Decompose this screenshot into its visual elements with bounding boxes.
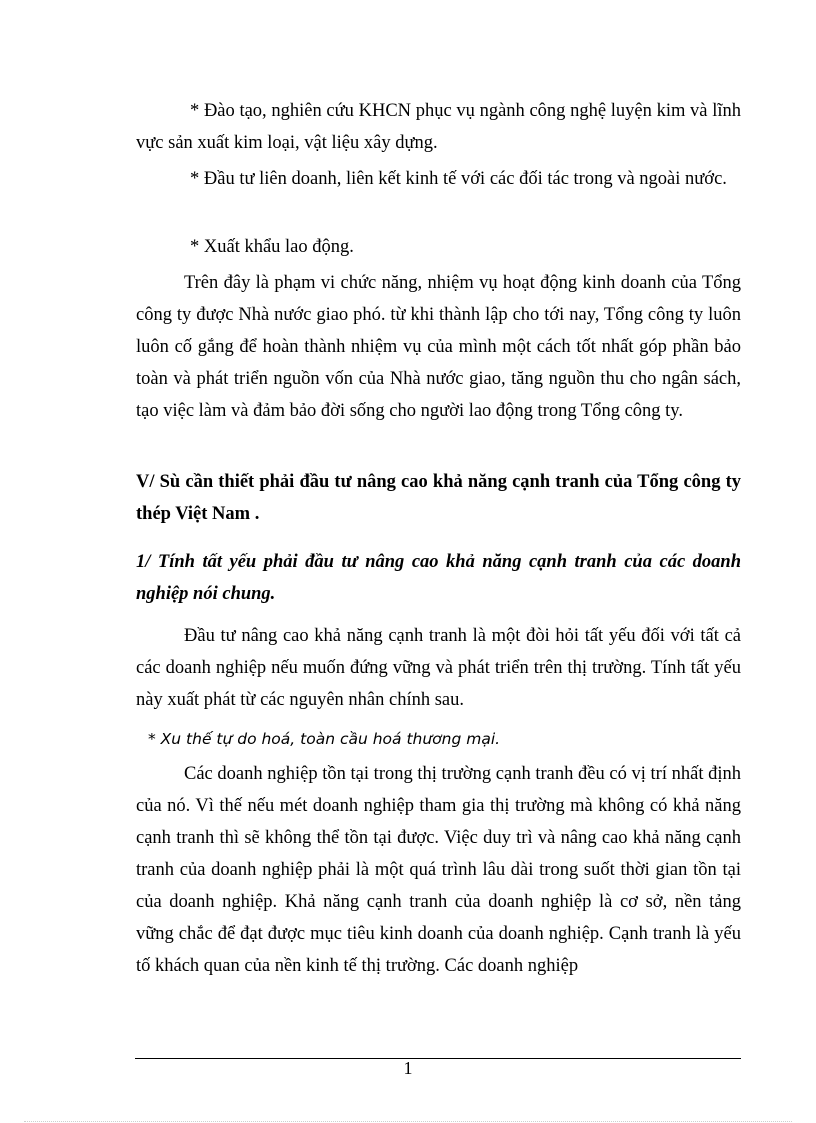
bullet-joint-venture: * Đầu tư liên doanh, liên kết kinh tế với các đối tác trong và ngoài nước. <box>190 169 727 189</box>
paragraph-summary: Trên đây là phạm vi chức năng, nhiệm vụ hoạt động kinh doanh của Tổng công ty được Nhà nước giao phó. từ khi thành lập cho tới nay, Tổng công ty luôn luôn cố gắng để hoàn thành nhiệm vụ của mình một cách tốt nhất góp phần bảo toàn và phát triển nguồn vốn của Nhà nước giao, tăng nguồn thu cho ngân sách, tạo việc làm và đảm bảo đời sống cho người lao động trong Tổng công ty. <box>136 273 741 421</box>
subsection-heading: 1/ Tính tất yếu phải đầu tư nâng cao khả năng cạnh tranh của các doanh nghiệp nói chung. <box>136 552 741 604</box>
page-number: 1 <box>403 1058 413 1078</box>
page-boundary <box>24 1121 792 1122</box>
paragraph-investment-need: Đầu tư nâng cao khả năng cạnh tranh là một đòi hỏi tất yếu đối với tất cả các doanh nghiệp nếu muốn đứng vững và phát triển trên thị trường. Tính tất yếu này xuất phát từ các nguyên nhân chính sau. <box>136 626 741 710</box>
paragraph-competition: Các doanh nghiệp tồn tại trong thị trường cạnh tranh đều có vị trí nhất định của nó. Vì thế nếu mét doanh nghiệp tham gia thị trường mà không có khả năng cạnh tranh thì sẽ không thể tồn tại được. Việc duy trì và nâng cao khả năng cạnh tranh của doanh nghiệp phải là một quá trình lâu dài trong suốt thời gian tồn tại của doanh nghiệp. Khả năng cạnh tranh của doanh nghiệp là cơ sở, nền tảng vững chắc để đạt được mục tiêu kinh doanh của doanh nghiệp. Cạnh tranh là yếu tố khách quan của nền kinh tế thị trường. Các doanh nghiệp <box>136 764 741 976</box>
section-heading: V/ Sù cần thiết phải đầu tư nâng cao khả năng cạnh tranh của Tổng công ty thép Việt Nam . <box>136 472 741 524</box>
bullet-training: * Đào tạo, nghiên cứu KHCN phục vụ ngành công nghệ luyện kim và lĩnh vực sản xuất kim loại, vật liệu xây dựng. <box>136 101 741 153</box>
bullet-labor-export: * Xuất khẩu lao động. <box>190 237 354 257</box>
italic-subheading: * Xu thế tự do hoá, toàn cầu hoá thương mại. <box>148 730 501 748</box>
